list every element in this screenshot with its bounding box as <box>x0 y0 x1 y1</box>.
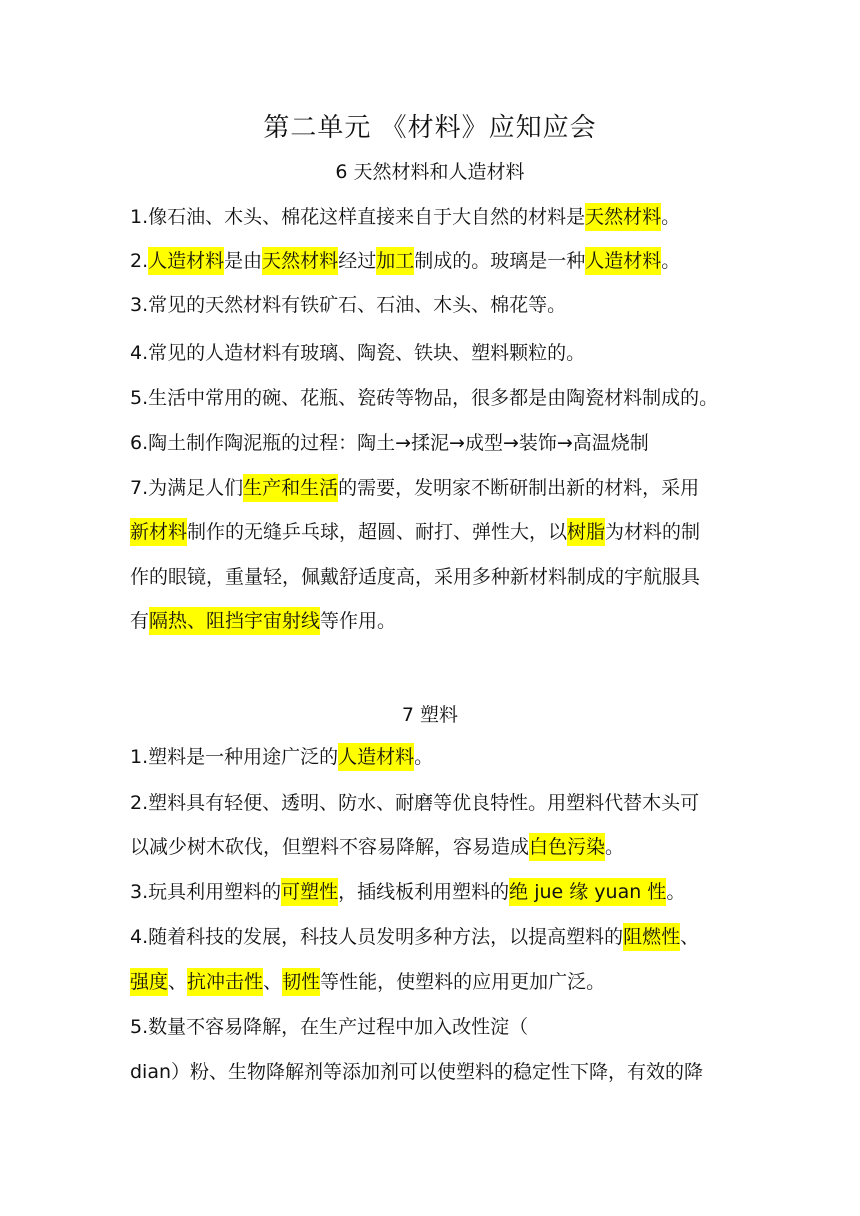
highlight: 韧性 <box>282 968 320 996</box>
highlight: 天然材料 <box>585 203 661 231</box>
highlight: 白色污染 <box>529 833 605 861</box>
list-item-continuation: 有隔热、阻挡宇宙射线等作用。 <box>130 602 740 640</box>
list-item: 7.为满足人们生产和生活的需要，发明家不断研制出新的材料，采用 <box>130 469 740 507</box>
section-heading-plastic: 7 塑料 <box>401 704 459 726</box>
highlight: 抗冲击性 <box>187 968 263 996</box>
highlight: 绝 jue 缘 yuan 性 <box>509 878 666 906</box>
list-item: 6.陶土制作陶泥瓶的过程：陶土→揉泥→成型→装饰→高温烧制 <box>130 432 649 454</box>
highlight: 强度 <box>130 968 168 996</box>
list-item-continuation: 强度、抗冲击性、韧性等性能，使塑料的应用更加广泛。 <box>130 963 740 1001</box>
highlight: 天然材料 <box>262 247 338 275</box>
highlight: 生产和生活 <box>243 474 338 502</box>
list-item: 2.塑料具有轻便、透明、防水、耐磨等优良特性。用塑料代替木头可 <box>130 792 700 814</box>
list-item: 2.人造材料是由天然材料经过加工制成的。玻璃是一种人造材料。 <box>130 242 740 280</box>
list-item: 5.生活中常用的碗、花瓶、瓷砖等物品，很多都是由陶瓷材料制成的。 <box>130 387 719 409</box>
list-item-continuation: 以减少树木砍伐，但塑料不容易降解，容易造成白色污染。 <box>130 828 740 866</box>
list-item-continuation: 新材料制作的无缝乒乓球，超圆、耐打、弹性大，以树脂为材料的制 <box>130 513 740 551</box>
list-item: 1.像石油、木头、棉花这样直接来自于大自然的材料是天然材料。 <box>130 198 740 236</box>
page-title: 第二单元 《材料》应知应会 <box>263 113 597 143</box>
list-item: 3.玩具利用塑料的可塑性，插线板利用塑料的绝 jue 缘 yuan 性。 <box>130 873 740 911</box>
list-item: 1.塑料是一种用途广泛的人造材料。 <box>130 738 740 776</box>
highlight: 树脂 <box>567 518 605 546</box>
list-item: 5.数量不容易降解，在生产过程中加入改性淀（ <box>130 1016 529 1038</box>
highlight: 人造材料 <box>585 247 661 275</box>
list-item: 3.常见的天然材料有铁矿石、石油、木头、棉花等。 <box>130 294 567 316</box>
highlight: 人造材料 <box>338 743 414 771</box>
section-heading-natural-artificial: 6 天然材料和人造材料 <box>335 161 525 183</box>
highlight: 隔热、阻挡宇宙射线 <box>149 607 320 635</box>
list-item-continuation: 作的眼镜，重量轻，佩戴舒适度高，采用多种新材料制成的宇航服具 <box>130 566 701 588</box>
highlight: 新材料 <box>130 518 187 546</box>
highlight: 阻燃性 <box>623 923 680 951</box>
list-item: 4.常见的人造材料有玻璃、陶瓷、铁块、塑料颗粒的。 <box>130 342 586 364</box>
list-item: 4.随着科技的发展，科技人员发明多种方法，以提高塑料的阻燃性、 <box>130 918 740 956</box>
highlight: 可塑性 <box>281 878 338 906</box>
list-item-continuation: dian）粉、生物降解剂等添加剂可以使塑料的稳定性下降，有效的降 <box>130 1061 704 1083</box>
highlight: 加工 <box>376 247 414 275</box>
highlight: 人造材料 <box>148 247 224 275</box>
